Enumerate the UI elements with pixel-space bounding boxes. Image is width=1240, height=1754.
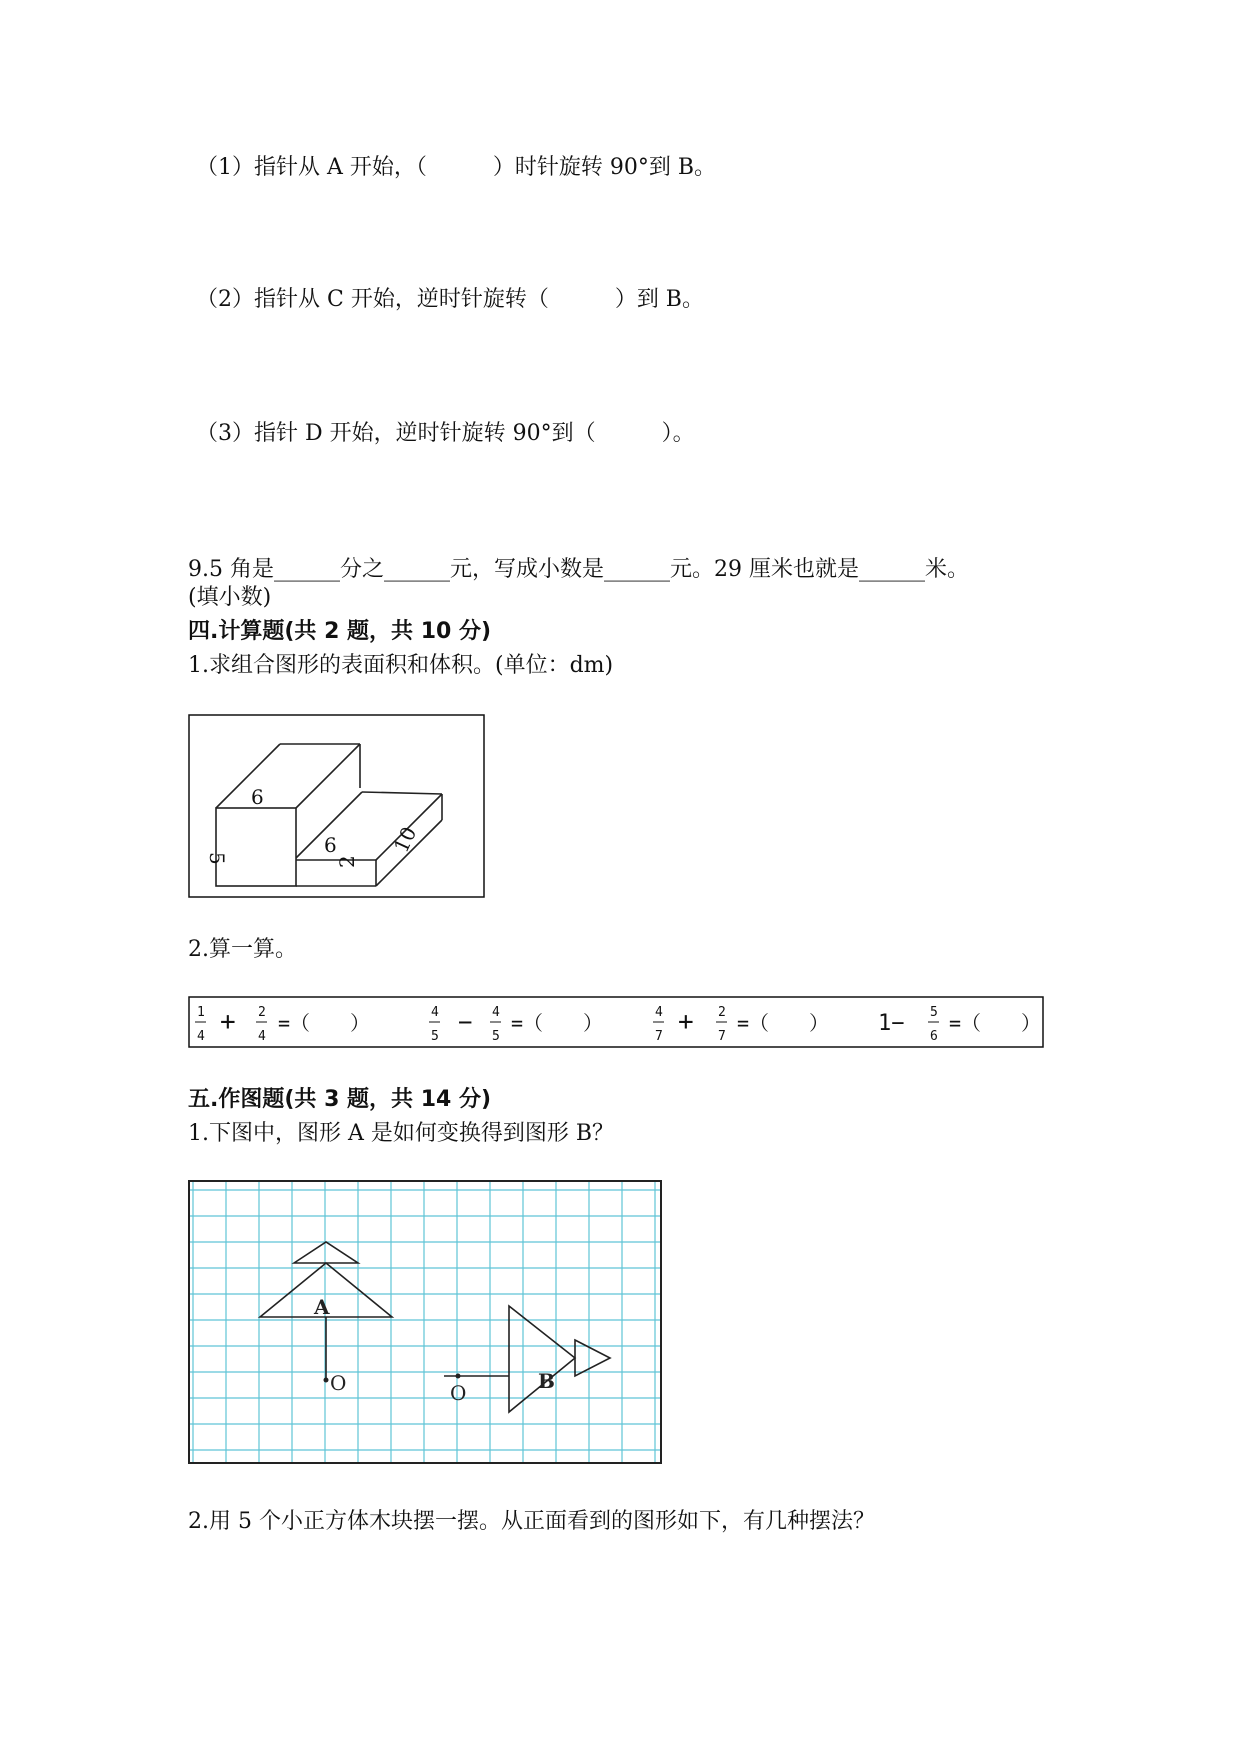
svg-text:6: 6: [930, 1029, 938, 1044]
svg-text:=（ ）: =（ ）: [511, 1011, 604, 1035]
question-9-line1: 9.5 角是______分之______元，写成小数是______元。29 厘米也就是______米。: [188, 557, 969, 582]
svg-text:+: +: [220, 1007, 236, 1037]
svg-text:7: 7: [655, 1029, 663, 1044]
svg-text:=（ ）: =（ ）: [737, 1011, 830, 1035]
svg-text:+: +: [678, 1007, 694, 1037]
svg-text:5: 5: [431, 1029, 439, 1044]
figure-b-label: B: [538, 1369, 555, 1393]
section-5-question-2: 2.用 5 个小正方体木块摆一摆。从正面看到的图形如下，有几种摆法？: [188, 1509, 875, 1534]
label-height-5: 5: [205, 852, 229, 865]
label-height-2: 2: [335, 855, 359, 868]
fraction-calculation-box: [188, 996, 1044, 1048]
label-mid-6: 6: [324, 833, 337, 857]
section-4-question-2: 2.算一算。: [188, 937, 297, 962]
figure-a-label: A: [314, 1295, 330, 1319]
svg-text:1: 1: [197, 1005, 205, 1020]
point-o-label-2: O: [450, 1381, 467, 1405]
svg-text:=（ ）: =（ ）: [278, 1011, 371, 1035]
label-top-6: 6: [251, 785, 264, 809]
section-5-question-1: 1.下图中，图形 A 是如何变换得到图形 B？: [188, 1121, 615, 1146]
svg-text:2: 2: [718, 1005, 726, 1020]
svg-text:2: 2: [258, 1005, 266, 1020]
point-o-label-1: O: [330, 1371, 347, 1395]
composite-solid-figure: [188, 714, 485, 898]
sub-question-2: （2）指针从 C 开始，逆时针旋转（ ）到 B。: [196, 287, 704, 312]
section-4-title: 四.计算题(共 2 题，共 10 分): [188, 619, 492, 644]
question-9-line2: (填小数): [188, 585, 272, 610]
svg-text:5: 5: [492, 1029, 500, 1044]
sub-question-1: （1）指针从 A 开始，（ ）时针旋转 90°到 B。: [196, 155, 717, 180]
svg-text:4: 4: [258, 1029, 266, 1044]
sub-question-3: （3）指针 D 开始，逆时针旋转 90°到（ ）。: [196, 421, 695, 446]
section-5-title: 五.作图题(共 3 题，共 14 分): [188, 1087, 492, 1112]
svg-text:4: 4: [655, 1005, 663, 1020]
grid-transformation-figure: [188, 1180, 662, 1464]
svg-text:7: 7: [718, 1029, 726, 1044]
svg-text:=（ ）: =（ ）: [949, 1011, 1042, 1035]
svg-text:−: −: [458, 1008, 473, 1036]
svg-text:4: 4: [492, 1005, 500, 1020]
section-4-question-1: 1.求组合图形的表面积和体积。(单位：dm): [188, 653, 614, 678]
label-length-10: 10: [388, 822, 422, 857]
svg-text:1−: 1−: [878, 1011, 905, 1036]
svg-text:4: 4: [197, 1029, 205, 1044]
svg-text:4: 4: [431, 1005, 439, 1020]
svg-text:5: 5: [930, 1005, 938, 1020]
